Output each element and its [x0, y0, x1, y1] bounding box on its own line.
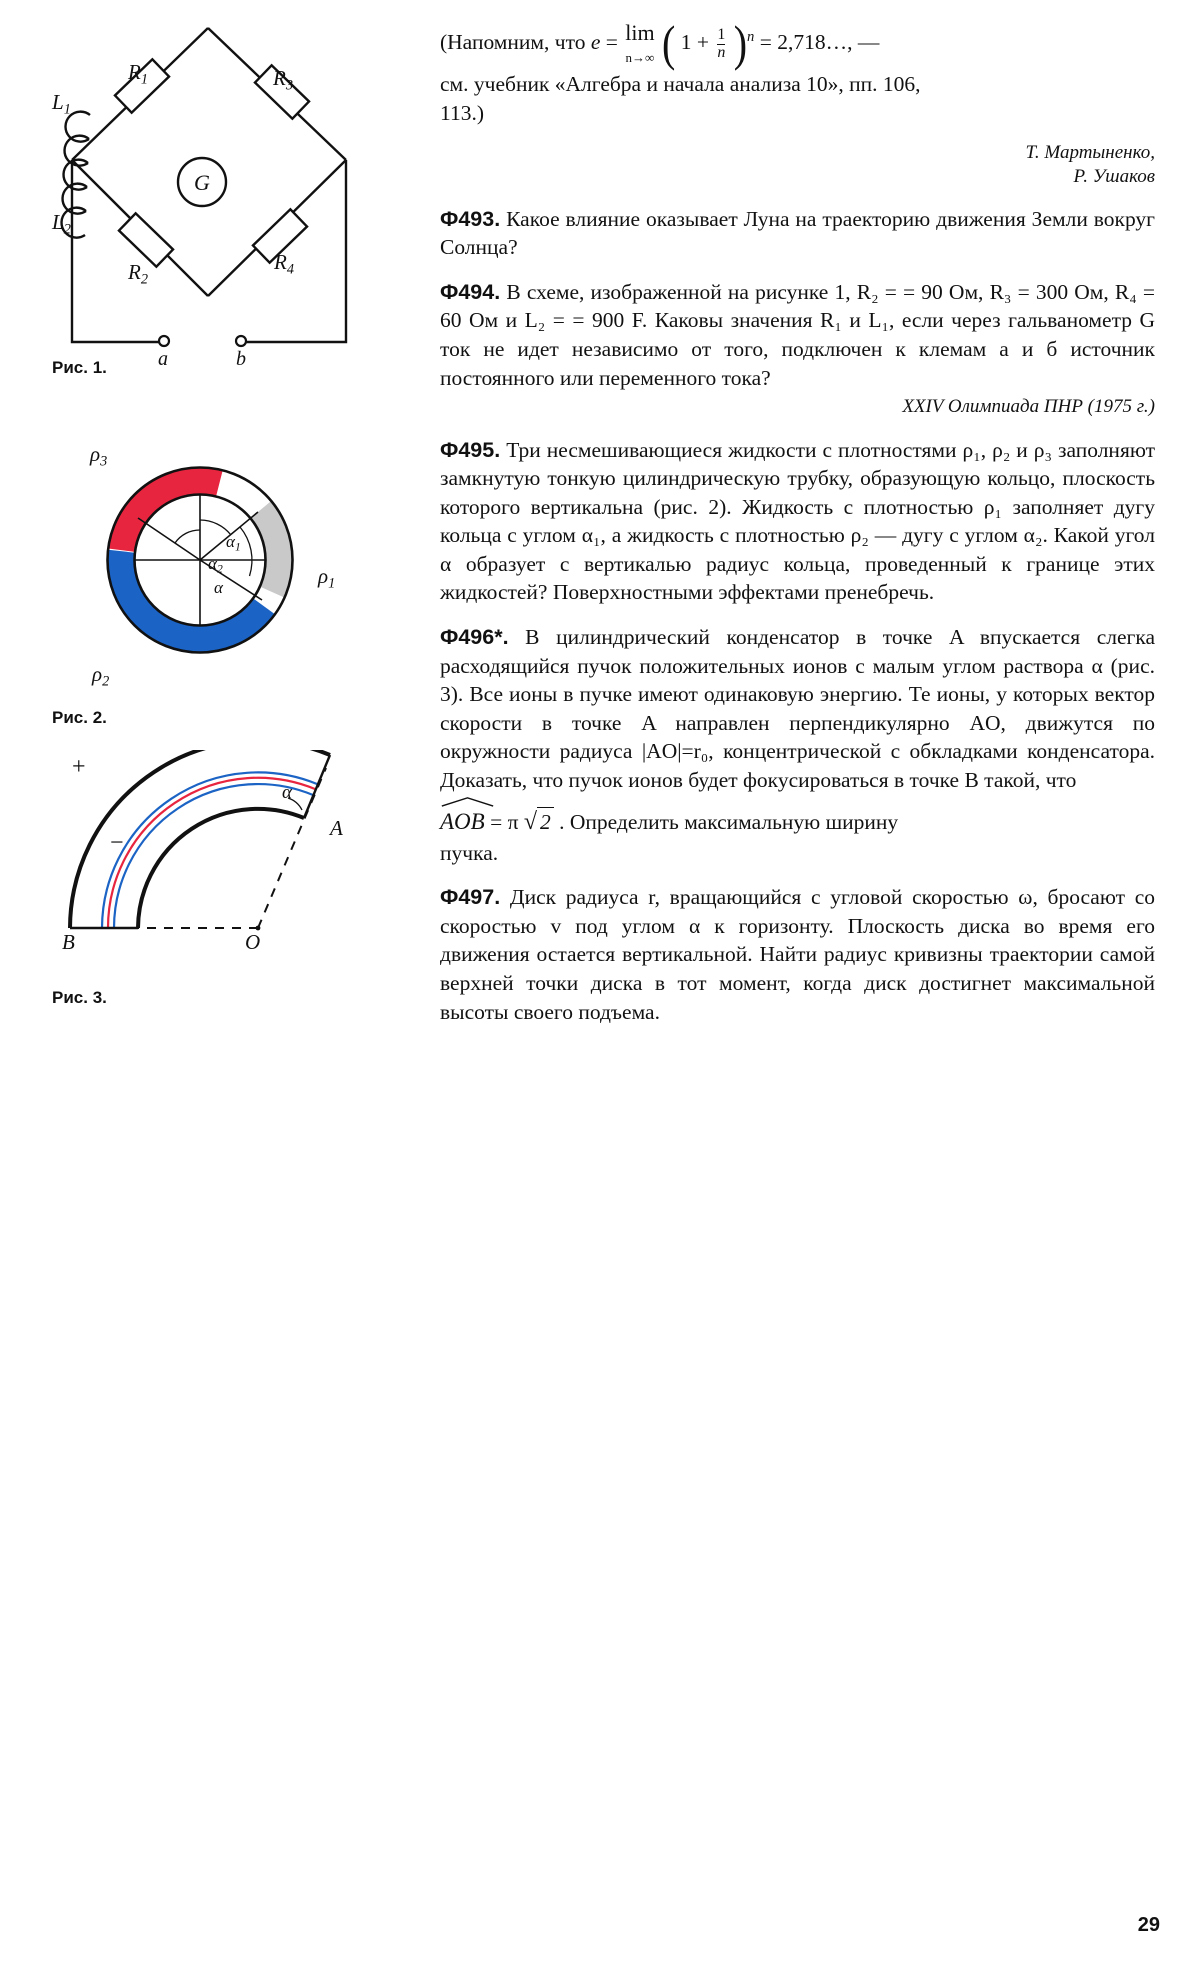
problem-494 — [440, 278, 1155, 420]
problem-497 — [440, 883, 1155, 1026]
problem-495 — [440, 436, 1155, 608]
fig2-label-rho2: $\rho_2$ — [92, 662, 110, 690]
fig3-label-B: B — [62, 930, 75, 954]
fig1-label-R4: $R_4$ — [274, 250, 294, 278]
formula-lim: lim n→∞ — [625, 20, 655, 65]
fig2-label-rho1: $\rho_1$ — [318, 564, 336, 592]
fig1-label-R3: $R_3$ — [273, 66, 293, 94]
note-lead: (Напомним, что — [440, 29, 586, 54]
note-paragraph — [440, 14, 1155, 71]
problem-494-body: В схеме, изображенной на рисунке 1, R₂ = = 90 Ом, R₃ = 300 Ом, R₄ = 60 Ом и L₂ = = 900 F. Каковы значения R₁ и L₁, если через гальванометр G ток не идет независимо от того, подключен к клемам а и б источник постоянного или переменного тока? — [440, 279, 1155, 390]
formula-fraction: $\frac{1}{n}$ — [717, 25, 726, 61]
fig2-label-alpha: α — [214, 578, 223, 597]
fig1-label-a: a — [158, 348, 168, 370]
paren-close: ) — [733, 14, 748, 71]
text-column — [440, 14, 1156, 1026]
fig1-label-b: b — [236, 348, 246, 370]
figure-2-caption: Рис. 2. — [52, 708, 107, 727]
figure-3-caption: Рис. 3. — [52, 988, 107, 1007]
figure-2 — [30, 430, 420, 730]
problem-495-number: Ф495. — [440, 437, 501, 462]
problem-496-tail: пучка. — [440, 840, 499, 865]
terminal-b-icon — [236, 336, 246, 346]
fig3-label-alpha: α — [282, 782, 292, 803]
figure-1-drawing — [30, 10, 420, 410]
fig3-label-plus: + — [72, 754, 86, 780]
problem-496-formula — [440, 805, 1155, 839]
terminal-a-icon — [159, 336, 169, 346]
page-number: 29 — [1137, 1914, 1160, 1936]
formula-one-plus: 1 + — [680, 29, 709, 54]
figure-2-drawing — [30, 430, 420, 730]
problem-495-body: Три несмешивающиеся жидкости с плотностями ρ₁, ρ₂ и ρ₃ заполняют замкнутую тонкую цилиндрическую трубку, образующую кольцо, плоскость которого вертикальна (рис. 2). Жидкость с плотностью ρ₁ заполняет дугу кольца с углом α₁, а жидкость с плотностью ρ₂ — дугу с углом α₂. Какой угол α образует с вертикалью радиус кольца, проведенный к границе этих жидкостей? Поверхностными эффектами пренебречь. — [440, 437, 1156, 605]
author-2: Р. Ушаков — [1073, 165, 1155, 187]
fig1-label-R1: $R_1$ — [128, 60, 148, 88]
problem-497-number: Ф497. — [440, 885, 501, 910]
problem-494-number: Ф494. — [440, 279, 501, 304]
formula-equals: = — [605, 29, 618, 54]
problem-493-body: Какое влияние оказывает Луна на траекторию движения Земли вокруг Солнца? — [440, 206, 1155, 260]
fig3-label-minus: − — [110, 830, 124, 856]
problem-496-body: В цилиндрический конденсатор в точке A впускается слегка расходящийся пучок положительных ионов с малым углом раствора α (рис. 3). Все ионы в пучке имеют одинаковую энергию. Те ионы, у которых вектор скорости в точке A направлен перпендикулярно AO, движутся по окружности радиуса |AO|=r₀, концентрической с обкладками конденсатора. Доказать, что пучок ионов будет фокусироваться в точке B такой, что — [440, 625, 1155, 793]
fig1-label-L2: $L_2$ — [52, 210, 71, 238]
fig2-label-alpha1: $\alpha_1$ — [226, 532, 241, 554]
problem-497-body: Диск радиуса r, вращающийся с угловой скоростью ω, бросают со скоростью v под углом α к горизонту. Плоскость диска во время его движения остается вертикальной. Найти радиус кривизны траектории самой верхней точки диска в тот момент, когда диск достигнет максимальной высоты своего подъема. — [440, 885, 1155, 1024]
arc-icon — [440, 796, 495, 807]
paren-open: ( — [661, 14, 676, 71]
arc-AOB: AOB — [440, 807, 485, 838]
sqrt-two: √ 2 — [524, 805, 554, 839]
figure-3 — [30, 750, 420, 1030]
problem-496-number: Ф496*. — [440, 625, 509, 650]
note-line-2: см. учебник «Алгебра и начала анализа 10», пп. 106, — [440, 72, 921, 96]
authors-block — [440, 141, 1155, 189]
figures-column — [30, 10, 420, 1030]
fig3-label-A: A — [330, 816, 343, 840]
fig2-label-alpha2: $\alpha_2$ — [208, 554, 223, 576]
problem-496 — [440, 623, 1155, 867]
fig3-label-O: O — [245, 930, 261, 954]
figure-1-caption: Рис. 1. — [52, 358, 107, 377]
problem-493-number: Ф493. — [440, 206, 501, 231]
limit-formula — [590, 14, 880, 71]
figure-1 — [30, 10, 420, 410]
problem-494-source: XXIV Олимпиада ПНР (1975 г.) — [902, 396, 1155, 418]
note-line-3: 113.) — [440, 100, 484, 125]
formula-eq-pi: = π — [490, 809, 519, 834]
problem-493 — [440, 205, 1155, 262]
svg-text:G: G — [194, 170, 210, 195]
formula-496-tail: . Определить максимальную ширину — [559, 809, 899, 834]
formula-e: e — [590, 29, 601, 54]
fig1-label-R2: $R_2$ — [128, 260, 148, 288]
fig2-label-rho3: $\rho_3$ — [90, 442, 108, 470]
formula-value: = 2,718…, — — [759, 29, 880, 54]
formula-exponent: n — [747, 28, 755, 45]
fig1-label-L1: $L_1$ — [52, 90, 71, 118]
author-1: Т. Мартыненко, — [1025, 142, 1155, 164]
